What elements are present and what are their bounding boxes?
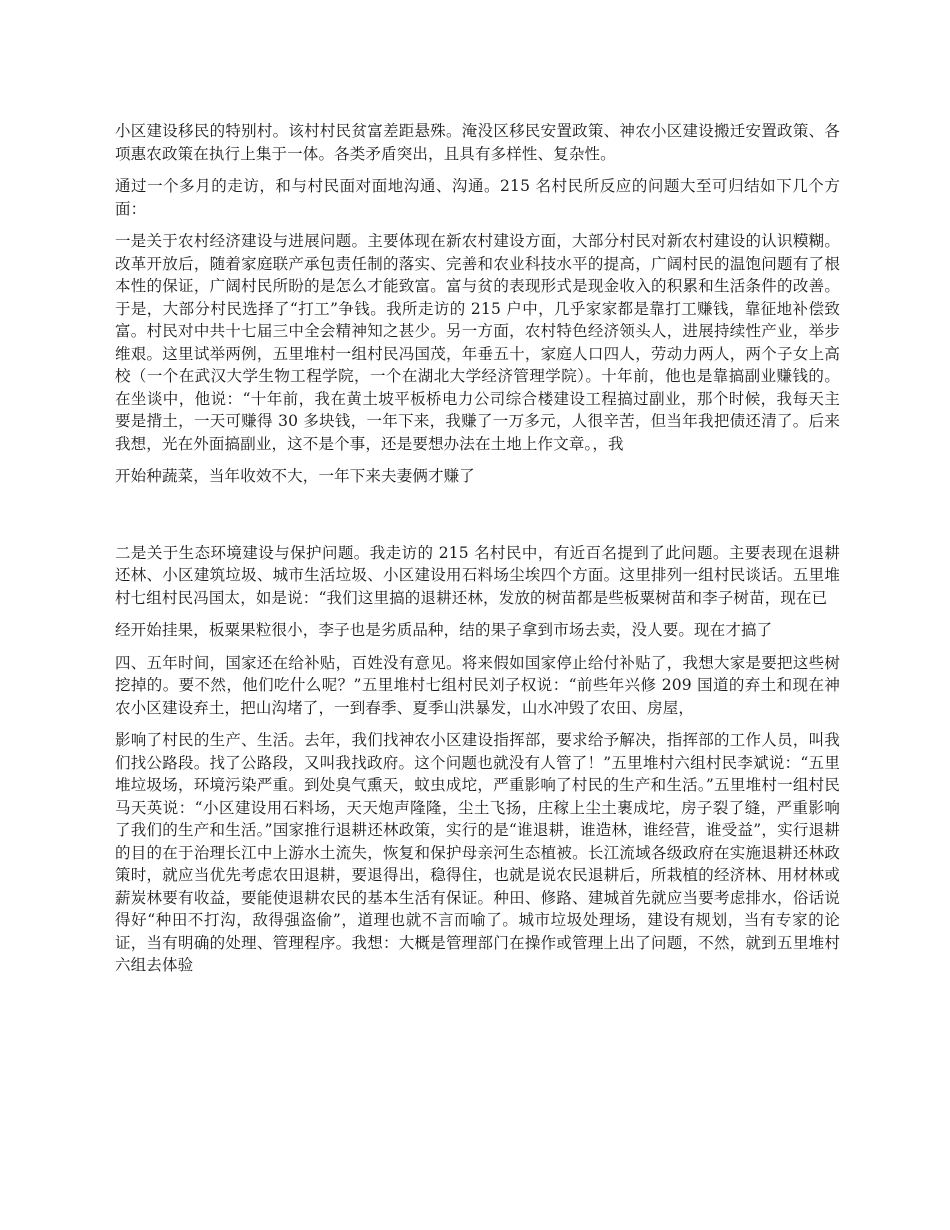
paragraph-1: 小区建设移民的特别村。该村村民贫富差距悬殊。淹没区移民安置政策、神农小区建设搬迁安置政策、各项惠农政策在执行上集于一体。各类矛盾突出，且具有多样性、复杂性。 [115, 122, 840, 163]
paragraph-8: 影响了村民的生产、生活。去年，我们找神农小区建设指挥部，要求给予解决，指挥部的工作人员，叫我们找公路段。找了公路段，又叫我找政府。这个问题也就没有人管了！”五里堆村六组村民李斌说：“五里堆垃圾场，环境污染严重。到处臭气熏天，蚊虫成坨，严重影响了村民的生产和生活。”五里堆村一组村民马天英说：“小区建设用石料场，天天炮声隆隆，尘土飞扬，庄稼上尘土裹成坨，房子裂了缝，严重影响了我们的生产和生活。”国家推行退耕还林政策，实行的是“谁退耕，谁造林，谁经营，谁受益”，实行退耕的目的在于治理长江中上游水土流失，恢复和保护母亲河生态植被。长江流域各级政府在实施退耕还林政策时，就应当优先考虑农田退耕，要退得出，稳得住，也就是说农民退耕后，所栽植的经济林、用材林或薪炭林要有收益，要能使退耕农民的基本生活有保证。种田、修路、建城首先就应当要考虑排水，俗话说得好“种田不打沟，敌得强盗偷”，道理也就不言而喻了。城市垃圾处理场，建设有规划，当有专家的论证，当有明确的处理、管理程序。我想：大概是管理部门在操作或管理上出了问题，不然，就到五里堆村六组去体验 [115, 731, 840, 974]
paragraph-4: 开始种蔬菜，当年收效不大，一年下来夫妻俩才赚了 [115, 467, 475, 485]
paragraph-5: 二是关于生态环境建设与保护问题。我走访的 215 名村民中，有近百名提到了此问题。主要表现在退耕还林、小区建筑垃圾、城市生活垃圾、小区建设用石料场尘埃四个方面。这里排列一组村民谈话。五里堆村七组村民冯国太，如是说：“我们这里搞的退耕还林，发放的树苗都是些板粟树苗和李子树苗，现在已 [115, 543, 840, 607]
paragraph-2: 通过一个多月的走访，和与村民面对面地沟通、沟通。215 名村民所反应的问题大至可归结如下几个方面： [115, 177, 840, 218]
paragraph-6: 经开始挂果，板粟果粒很小，李子也是劣质品种，结的果子拿到市场去卖，没人要。现在才搞了 [115, 621, 773, 639]
document-page [115, 120, 840, 977]
paragraph-7: 四、五年时间，国家还在给补贴，百姓没有意见。将来假如国家停止给付补贴了，我想大家是要把这些树挖掉的。要不然，他们吃什么呢？”五里堆村七组村民刘子权说：“前些年兴修 209 国道的弃土和现在神农小区建设弃土，把山沟堵了，一到春季、夏季山洪暴发，山水冲毁了农田、房屋， [115, 653, 840, 717]
paragraph-3: 一是关于农村经济建设与进展问题。主要体现在新农村建设方面，大部分村民对新农村建设的认识糢糊。改革开放后，随着家庭联产承包责任制的落实、完善和农业科技水平的提高，广阔村民的温饱问题有了根本性的保证，广阔村民所盼的是怎么才能致富。富与贫的表现形式是现金收入的积累和生活条件的改善。于是，大部分村民选择了“打工”争钱。我所走访的 215 户中，几乎家家都是靠打工赚钱，靠征地补偿致富。村民对中共十七届三中全会精神知之甚少。另一方面，农村特色经济领头人，进展持续性产业，举步维艰。这里试举两例，五里堆村一组村民冯国茂，年垂五十，家庭人口四人，劳动力两人，两个子女上高校（一个在武汉大学生物工程学院，一个在湖北大学经济管理学院）。十年前，他也是靠搞副业赚钱的。在坐谈中，他说：“十年前，我在黄土坡平板桥电力公司综合楼建设工程搞过副业，那个时候，我每天主要是揹土，一天可赚得 30 多块钱，一年下来，我赚了一万多元，人很辛苦，但当年我把债还清了。后来我想，光在外面搞副业，这不是个事，还是要想办法在土地上作文章。，我 [115, 232, 840, 453]
